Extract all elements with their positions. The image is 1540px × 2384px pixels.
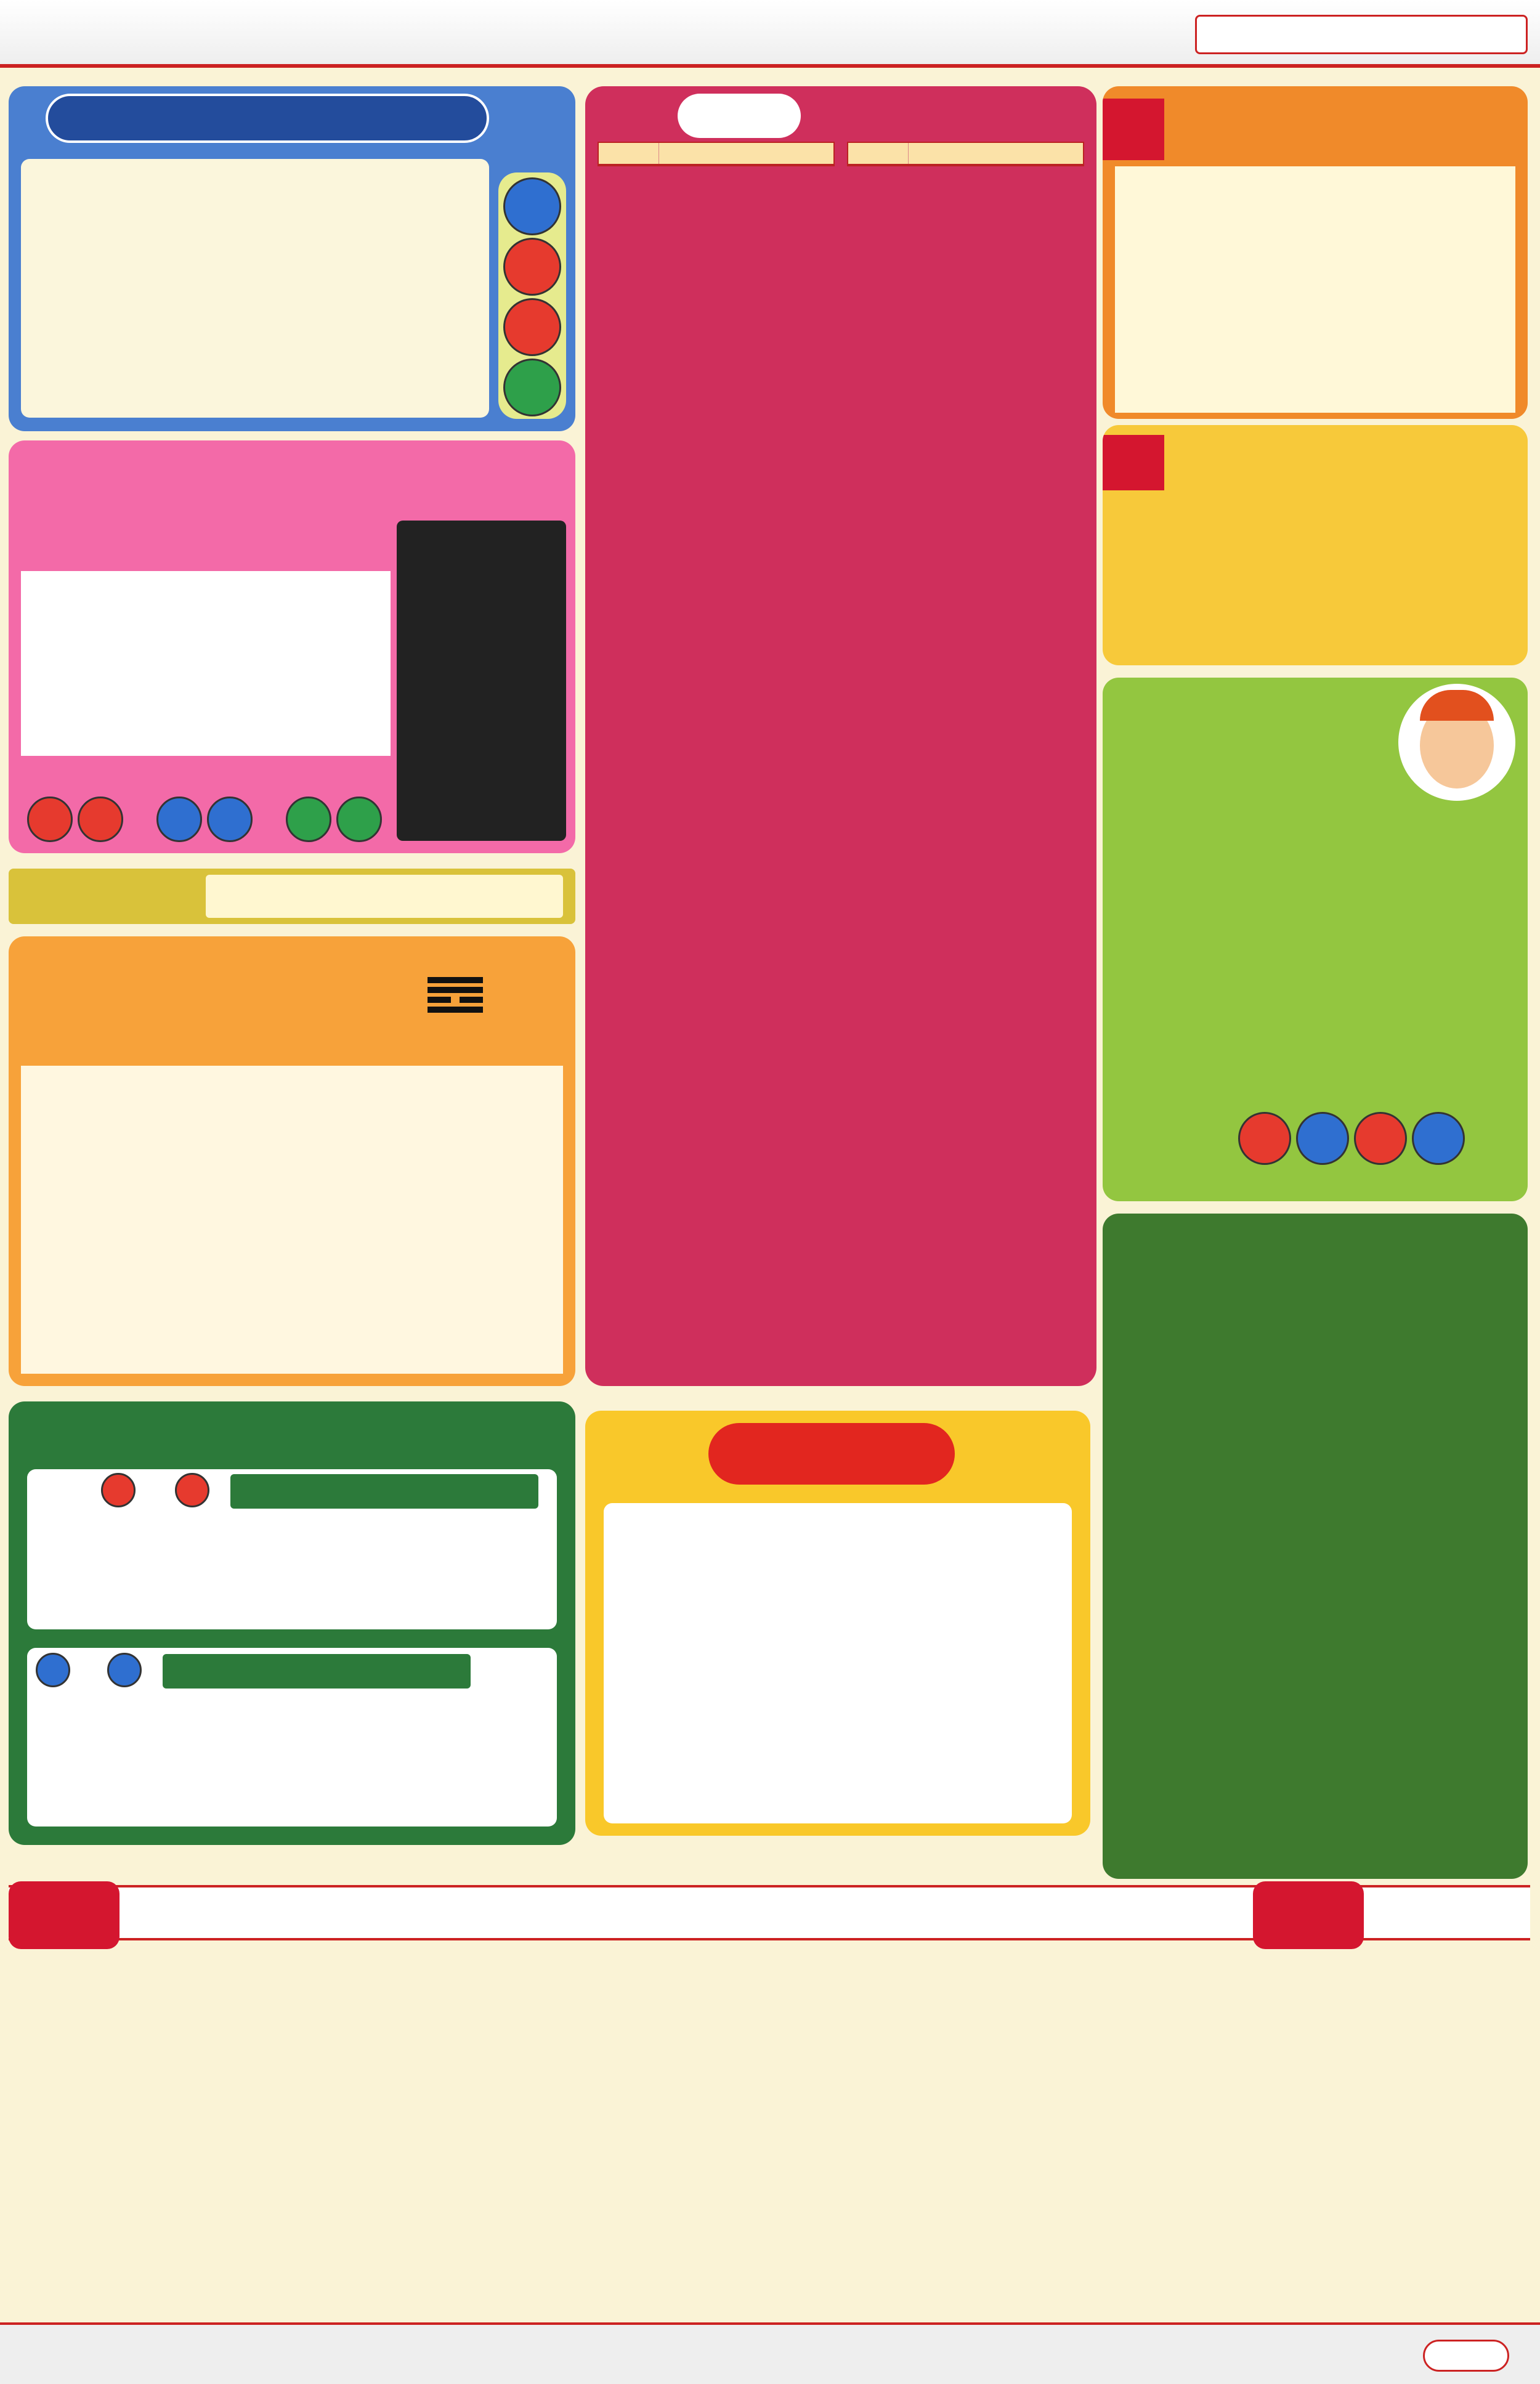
green-ball-1: [286, 797, 331, 842]
string-panel: [27, 1469, 557, 1629]
lucky-ball-3: [503, 298, 561, 356]
dog-ball-3: [1354, 1112, 1407, 1165]
string-b: [175, 1473, 209, 1507]
new-data-panel: [9, 1401, 575, 1845]
happy-subtitle: [604, 1503, 1072, 1515]
last-color-badge: [1253, 1881, 1364, 1949]
col-period: [848, 143, 909, 164]
string-heading: [230, 1474, 538, 1509]
three-a: [36, 1653, 70, 1687]
dog-text: [1115, 807, 1515, 1103]
lucky-ball-1: [503, 177, 561, 235]
dog-ball-1: [1238, 1112, 1291, 1165]
red-ball-1: [27, 797, 73, 842]
blue-ball-2: [207, 797, 253, 842]
special-trend-panel: [1103, 1214, 1528, 1879]
green-ball-2: [336, 797, 382, 842]
dog-ball-2: [1296, 1112, 1349, 1165]
three-in-three-panel: [27, 1648, 557, 1827]
three-color-panel: [9, 440, 575, 853]
col-result: [659, 143, 833, 164]
last-special-badge: [1103, 99, 1164, 160]
results-title-count: [678, 94, 801, 138]
edition-badge: [1423, 2340, 1509, 2372]
lucky-title: [46, 94, 489, 143]
mr-lucky-panel: [1103, 678, 1528, 1201]
red-ball-2: [78, 797, 123, 842]
poem-banner: [9, 869, 575, 924]
iron-text: [21, 1066, 563, 1374]
lucky-text: [21, 159, 489, 418]
poem-box: [206, 875, 563, 918]
lucky-numbers-panel: [9, 86, 575, 431]
happy-story: [604, 1503, 1072, 1823]
happy-man-panel: [585, 1411, 1090, 1836]
page-footer: [0, 2322, 1540, 2384]
dog-ball-4: [1412, 1112, 1465, 1165]
analysis-banner: [9, 1885, 1530, 1940]
trend-chart: [1115, 1294, 1515, 1867]
three-b: [107, 1653, 142, 1687]
results-table-left: [598, 142, 835, 166]
gua-symbol-icon: [428, 973, 483, 1029]
ma-count-grid: [1124, 243, 1506, 402]
results-table-right: [847, 142, 1084, 166]
horse-club-stats-panel: [1103, 86, 1528, 419]
blue-ball-1: [156, 797, 202, 842]
three-text: [21, 571, 391, 756]
happy-title: [708, 1423, 955, 1485]
string-a: [101, 1473, 136, 1507]
date-box: [1195, 15, 1528, 54]
lucky-balls: [498, 172, 566, 419]
special-badge: [1103, 435, 1164, 490]
page-header: [0, 0, 1540, 68]
special-stats-panel: [1103, 425, 1528, 665]
iron-board-panel: [9, 936, 575, 1386]
lucky-ball-4: [503, 359, 561, 416]
special-count-grid: [1115, 496, 1515, 655]
col-result: [909, 143, 1083, 164]
col-period: [599, 143, 659, 164]
past-results-panel: [585, 86, 1096, 1386]
lucky-ball-2: [503, 238, 561, 296]
last-sum-badge: [9, 1881, 120, 1949]
cartoon-face-icon: [1398, 684, 1515, 801]
ma-stats-box: [1115, 166, 1515, 413]
ball-chart-image: [397, 521, 566, 841]
three-heading: [163, 1654, 471, 1689]
